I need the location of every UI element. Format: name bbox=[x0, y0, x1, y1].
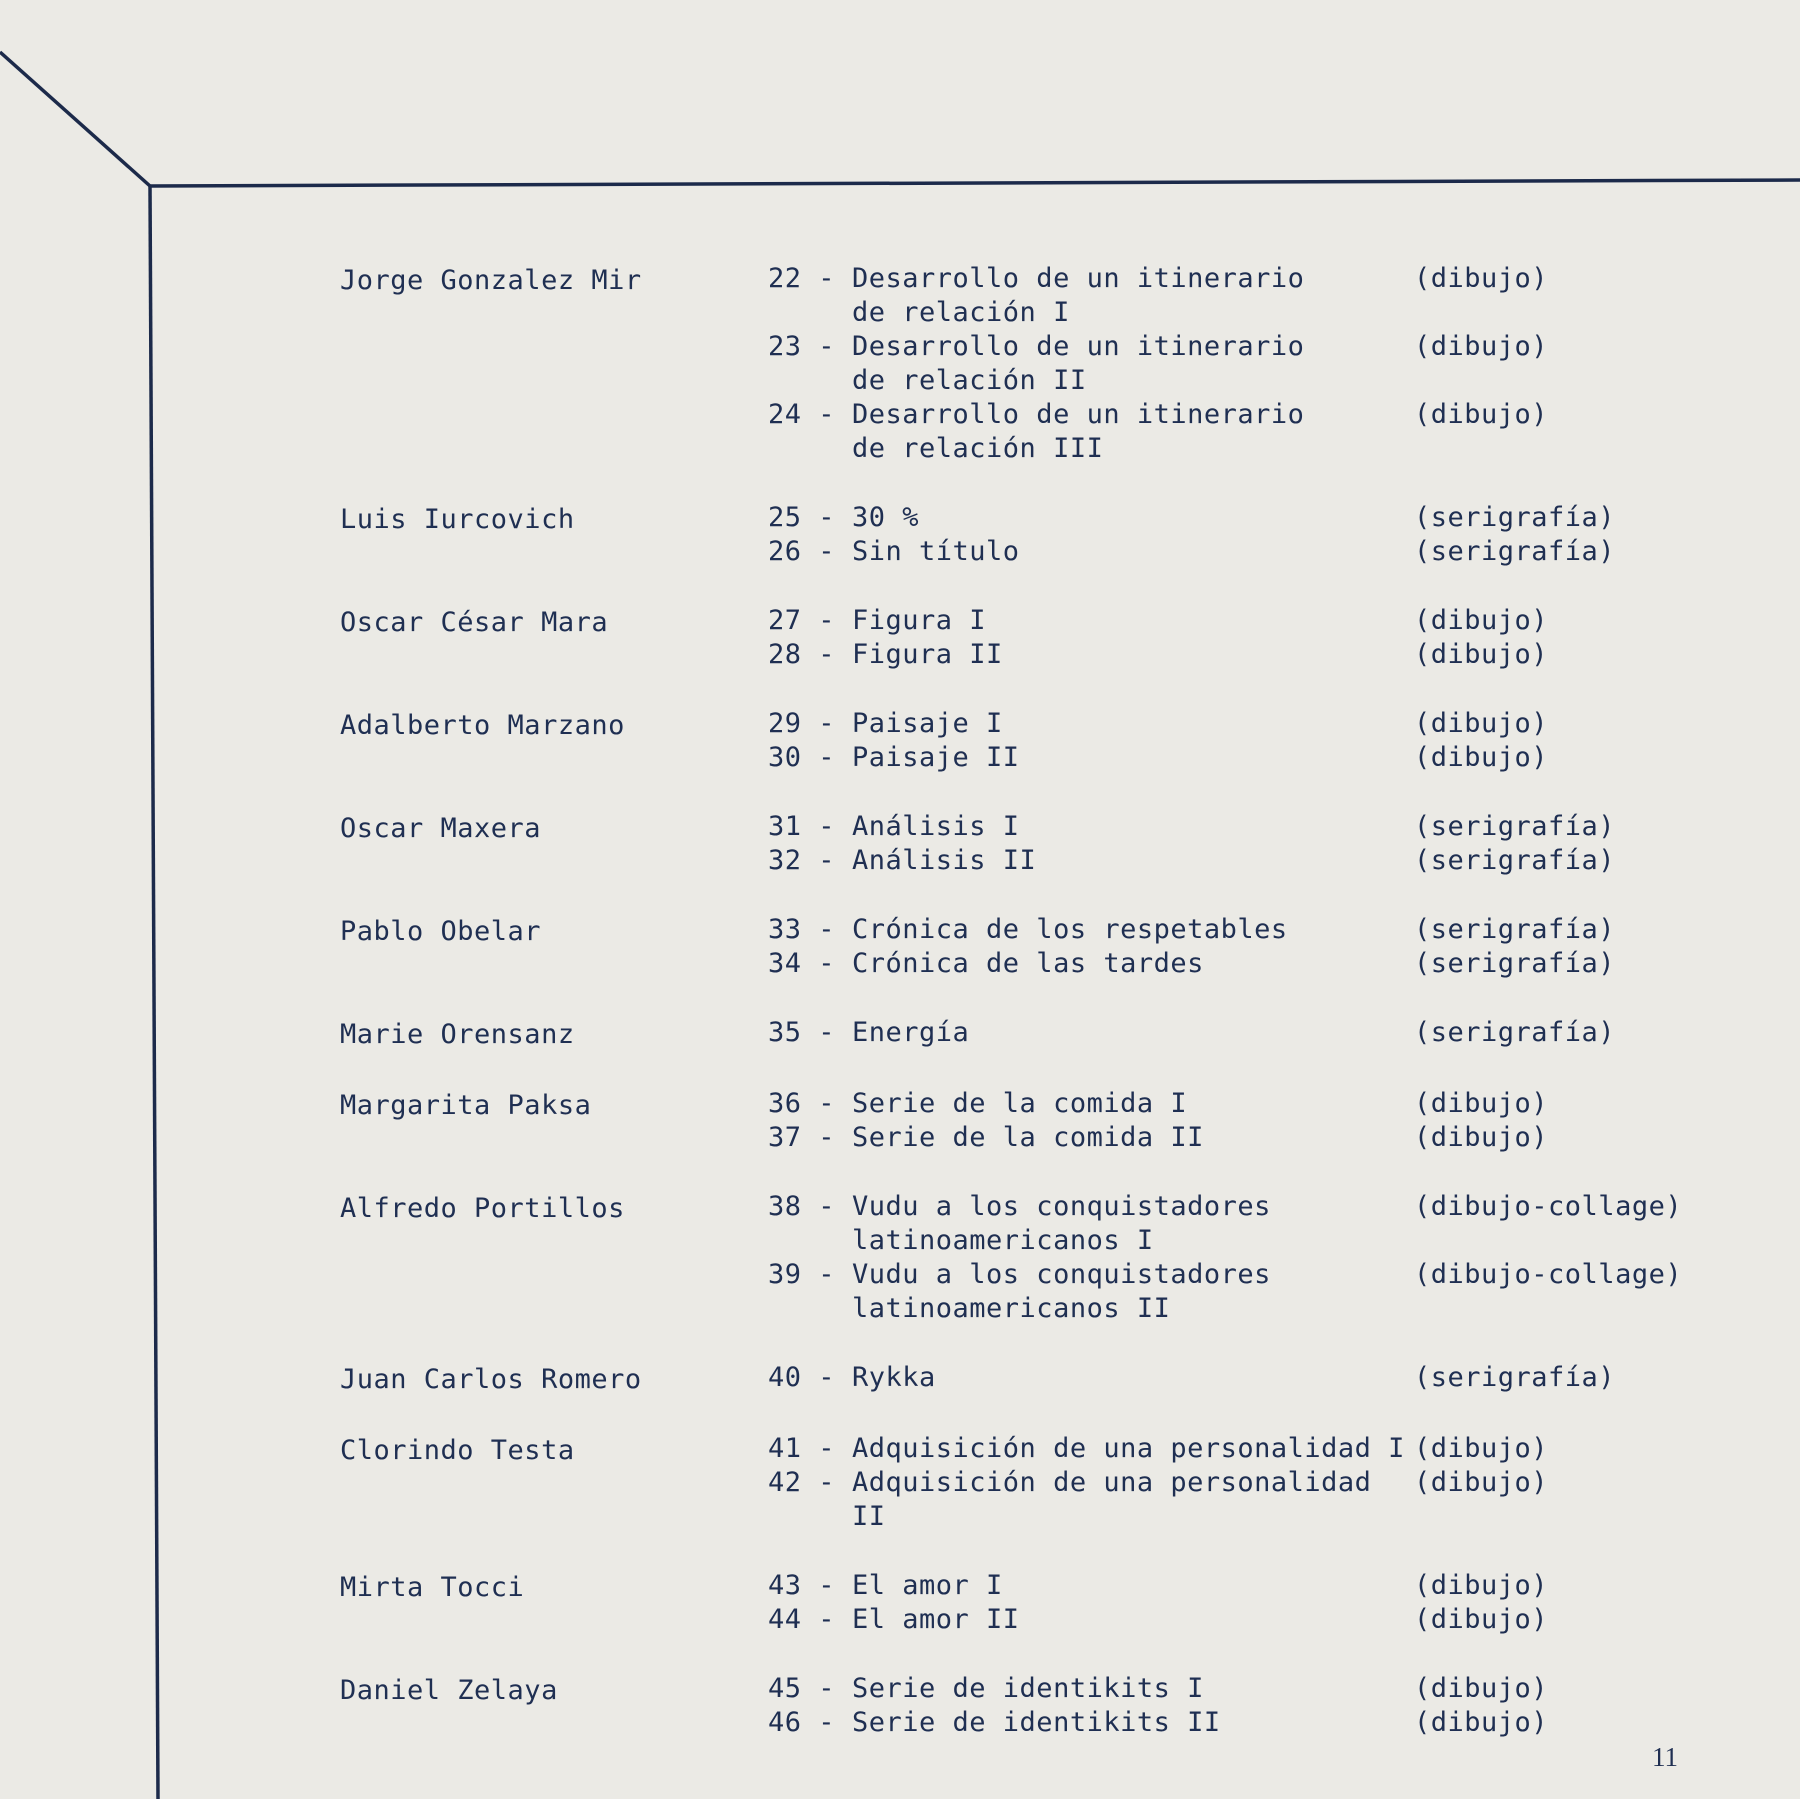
work-technique: (serigrafía) bbox=[1414, 1017, 1616, 1048]
work-title: Energía bbox=[852, 1017, 970, 1048]
work-number: 44 - bbox=[768, 1604, 836, 1635]
work-row bbox=[768, 1466, 1740, 1534]
work-title: Desarrollo de un itinerario de relación II bbox=[852, 331, 1305, 396]
work-technique: (serigrafía) bbox=[1414, 536, 1616, 567]
artist-entry bbox=[340, 262, 1740, 466]
works-list bbox=[768, 1016, 1740, 1052]
artist-name: Oscar César Mara bbox=[340, 607, 609, 638]
works-list bbox=[768, 1190, 1740, 1326]
work-technique: (dibujo) bbox=[1414, 708, 1549, 739]
work-number: 24 - bbox=[768, 399, 836, 430]
works-list bbox=[768, 1361, 1740, 1397]
work-title: Rykka bbox=[852, 1362, 936, 1393]
work-row bbox=[768, 1087, 1740, 1121]
work-technique: (dibujo) bbox=[1414, 1122, 1549, 1153]
work-row bbox=[768, 1016, 1740, 1050]
frame-top-line bbox=[150, 180, 1800, 186]
work-title: Serie de identikits II bbox=[852, 1707, 1221, 1738]
works-list bbox=[768, 1432, 1740, 1534]
work-number: 31 - bbox=[768, 811, 836, 842]
work-technique: (dibujo-collage) bbox=[1414, 1259, 1683, 1290]
work-technique: (dibujo) bbox=[1414, 742, 1549, 773]
work-title: El amor II bbox=[852, 1604, 1020, 1635]
work-title: Adquisición de una personalidad II bbox=[852, 1467, 1372, 1532]
work-technique: (serigrafía) bbox=[1414, 845, 1616, 876]
work-row bbox=[768, 398, 1740, 466]
work-row bbox=[768, 707, 1740, 741]
work-technique: (dibujo-collage) bbox=[1414, 1191, 1683, 1222]
work-title: Paisaje II bbox=[852, 742, 1020, 773]
work-technique: (dibujo) bbox=[1414, 1604, 1549, 1635]
work-number: 22 - bbox=[768, 263, 836, 294]
work-row bbox=[768, 604, 1740, 638]
artist-name: Luis Iurcovich bbox=[340, 504, 575, 535]
work-number: 33 - bbox=[768, 914, 836, 945]
work-row bbox=[768, 844, 1740, 878]
work-title: Paisaje I bbox=[852, 708, 1003, 739]
work-row bbox=[768, 741, 1740, 775]
work-title: Serie de identikits I bbox=[852, 1673, 1204, 1704]
artist-entry bbox=[340, 1087, 1740, 1155]
work-number: 41 - bbox=[768, 1433, 836, 1464]
artist-name: Pablo Obelar bbox=[340, 916, 542, 947]
work-row bbox=[768, 1706, 1740, 1740]
work-number: 37 - bbox=[768, 1122, 836, 1153]
artist-entry bbox=[340, 1361, 1740, 1397]
work-title: Análisis I bbox=[852, 811, 1020, 842]
work-technique: (serigrafía) bbox=[1414, 502, 1616, 533]
artwork-list bbox=[340, 262, 1740, 1775]
work-technique: (serigrafía) bbox=[1414, 914, 1616, 945]
artist-name: Oscar Maxera bbox=[340, 813, 542, 844]
work-title: Vudu a los conquistadores latinoamericanos II bbox=[852, 1259, 1271, 1324]
artist-entry bbox=[340, 1432, 1740, 1534]
work-number: 28 - bbox=[768, 639, 836, 670]
work-number: 45 - bbox=[768, 1673, 836, 1704]
artist-name: Jorge Gonzalez Mir bbox=[340, 265, 642, 296]
works-list bbox=[768, 810, 1740, 878]
work-row bbox=[768, 638, 1740, 672]
page-number: 11 bbox=[1652, 1742, 1678, 1772]
work-number: 32 - bbox=[768, 845, 836, 876]
artist-entry bbox=[340, 1190, 1740, 1326]
work-row bbox=[768, 1121, 1740, 1155]
work-technique: (dibujo) bbox=[1414, 399, 1549, 430]
work-row bbox=[768, 1603, 1740, 1637]
work-title: 30 % bbox=[852, 502, 920, 533]
work-number: 23 - bbox=[768, 331, 836, 362]
work-title: Sin título bbox=[852, 536, 1020, 567]
work-technique: (dibujo) bbox=[1414, 1088, 1549, 1119]
work-row bbox=[768, 1432, 1740, 1466]
work-title: Vudu a los conquistadores latinoamericanos I bbox=[852, 1191, 1271, 1256]
work-title: El amor I bbox=[852, 1570, 1003, 1601]
work-technique: (dibujo) bbox=[1414, 639, 1549, 670]
work-number: 30 - bbox=[768, 742, 836, 773]
work-number: 39 - bbox=[768, 1259, 836, 1290]
work-number: 27 - bbox=[768, 605, 836, 636]
work-number: 38 - bbox=[768, 1191, 836, 1222]
work-row bbox=[768, 913, 1740, 947]
artist-name: Alfredo Portillos bbox=[340, 1193, 625, 1224]
work-number: 25 - bbox=[768, 502, 836, 533]
artist-name: Juan Carlos Romero bbox=[340, 1364, 642, 1395]
frame-left-line bbox=[150, 186, 158, 1799]
work-row bbox=[768, 1361, 1740, 1395]
work-row bbox=[768, 1258, 1740, 1326]
work-technique: (dibujo) bbox=[1414, 1673, 1549, 1704]
artist-name: Marie Orensanz bbox=[340, 1019, 575, 1050]
work-technique: (dibujo) bbox=[1414, 1707, 1549, 1738]
work-row bbox=[768, 947, 1740, 981]
work-number: 43 - bbox=[768, 1570, 836, 1601]
works-list bbox=[768, 707, 1740, 775]
work-technique: (dibujo) bbox=[1414, 1433, 1549, 1464]
work-technique: (serigrafía) bbox=[1414, 948, 1616, 979]
work-row bbox=[768, 1672, 1740, 1706]
work-technique: (serigrafía) bbox=[1414, 811, 1616, 842]
works-list bbox=[768, 1569, 1740, 1637]
artist-name: Mirta Tocci bbox=[340, 1572, 525, 1603]
work-technique: (dibujo) bbox=[1414, 1570, 1549, 1601]
work-title: Crónica de los respetables bbox=[852, 914, 1288, 945]
work-title: Crónica de las tardes bbox=[852, 948, 1204, 979]
work-number: 46 - bbox=[768, 1707, 836, 1738]
work-title: Figura II bbox=[852, 639, 1003, 670]
artist-entry bbox=[340, 1569, 1740, 1637]
work-number: 34 - bbox=[768, 948, 836, 979]
artist-entry bbox=[340, 810, 1740, 878]
work-number: 40 - bbox=[768, 1362, 836, 1393]
artist-entry bbox=[340, 1672, 1740, 1740]
work-title: Adquisición de una personalidad I bbox=[852, 1433, 1405, 1464]
work-technique: (dibujo) bbox=[1414, 263, 1549, 294]
work-title: Figura I bbox=[852, 605, 987, 636]
work-row bbox=[768, 501, 1740, 535]
artist-entry bbox=[340, 1016, 1740, 1052]
work-row bbox=[768, 262, 1740, 330]
work-title: Serie de la comida II bbox=[852, 1122, 1204, 1153]
artist-name: Clorindo Testa bbox=[340, 1435, 575, 1466]
artist-name: Adalberto Marzano bbox=[340, 710, 625, 741]
work-number: 36 - bbox=[768, 1088, 836, 1119]
work-row bbox=[768, 1569, 1740, 1603]
works-list bbox=[768, 1672, 1740, 1740]
work-title: Análisis II bbox=[852, 845, 1037, 876]
work-title: Desarrollo de un itinerario de relación I bbox=[852, 263, 1305, 328]
artist-entry bbox=[340, 913, 1740, 981]
work-number: 35 - bbox=[768, 1017, 836, 1048]
works-list bbox=[768, 604, 1740, 672]
works-list bbox=[768, 913, 1740, 981]
works-list bbox=[768, 262, 1740, 466]
work-number: 26 - bbox=[768, 536, 836, 567]
work-technique: (dibujo) bbox=[1414, 605, 1549, 636]
artist-entry bbox=[340, 707, 1740, 775]
work-row bbox=[768, 330, 1740, 398]
work-row bbox=[768, 1190, 1740, 1258]
work-title: Desarrollo de un itinerario de relación III bbox=[852, 399, 1305, 464]
work-row bbox=[768, 810, 1740, 844]
work-number: 42 - bbox=[768, 1467, 836, 1498]
work-title: Serie de la comida I bbox=[852, 1088, 1188, 1119]
work-technique: (serigrafía) bbox=[1414, 1362, 1616, 1393]
artist-name: Daniel Zelaya bbox=[340, 1675, 558, 1706]
artist-name: Margarita Paksa bbox=[340, 1090, 592, 1121]
corner-diagonal-line bbox=[0, 52, 150, 186]
works-list bbox=[768, 1087, 1740, 1155]
works-list bbox=[768, 501, 1740, 569]
work-row bbox=[768, 535, 1740, 569]
work-technique: (dibujo) bbox=[1414, 331, 1549, 362]
work-technique: (dibujo) bbox=[1414, 1467, 1549, 1498]
artist-entry bbox=[340, 604, 1740, 672]
artist-entry bbox=[340, 501, 1740, 569]
work-number: 29 - bbox=[768, 708, 836, 739]
